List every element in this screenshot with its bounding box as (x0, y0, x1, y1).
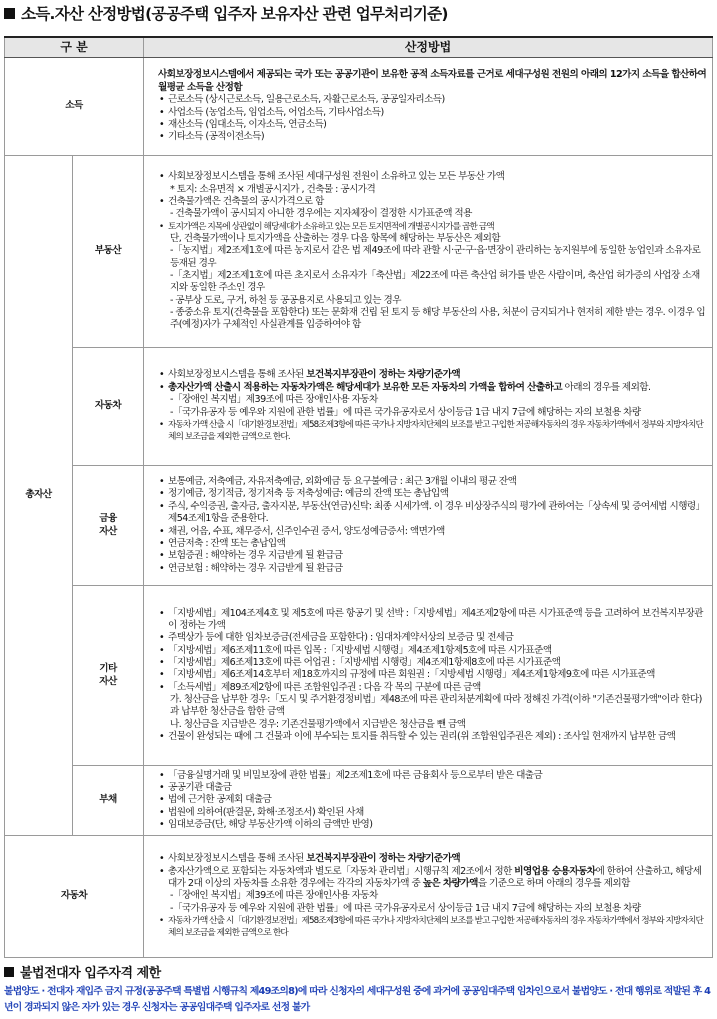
list-item: • 사회보장정보시스템을 통해 조사된 세대구성원 전원이 소유하고 있는 모든 부동산 가액 (148, 171, 708, 183)
sub-item: -「국가유공자 등 예우와 지원에 관한 법률」에 따른 국가유공자로서 상이등급 1급 내지 7급에 해당하는 자의 보철용 차량 (170, 902, 641, 914)
note-line: * 토지: 소유면적 × 개별공시지가 , 건축물 : 공시가격 (170, 183, 376, 195)
income-label: 소득 (5, 58, 144, 156)
label-line: 기타 (99, 663, 117, 675)
list-item: • 기타소득 (공적이전소득) (148, 131, 708, 143)
sub-item: -「국가유공자 등 예우와 지원에 관한 법률」에 따른 국가유공자로서 상이등급 1급 내지 7급에 해당하는 자의 보철용 차량 (170, 406, 641, 418)
sub-item: 나. 청산금을 지급받은 경우: 기존건물평가액에서 지급받은 청산금을 뺀 금액 (170, 718, 466, 730)
vehicle-method (144, 836, 713, 958)
list-item: • 재산소득 (임대소득, 이자소득, 연금소득) (148, 119, 708, 131)
list-item: • 연금보험 : 해약하는 경우 지급받게 될 환급금 (148, 563, 708, 575)
income-lead: 사회보장정보시스템에서 제공되는 국가 또는 공공기관이 보유한 공적 소득자료를 근거로 세대구성원 전원의 아래의 12가지 소득을 합산하여 월평균 소득을 산정함 (158, 69, 707, 93)
list-item: • 법원에 의하여(판결문, 화해·조정조서) 확인된 사채 (148, 807, 708, 819)
list-item: • 정기예금, 정기적금, 정기저축 등 저축성예금: 예금의 잔액 또는 총납입액 (148, 488, 708, 500)
list-item: • 건물이 완성되는 때에 그 건물과 이에 부수되는 토지를 취득할 수 있는 권리(위 조합원입주권은 제외) : 조사일 현재까지 납부한 금액 (148, 731, 708, 743)
emphasis-text: 보건복지부장관이 정하는 차량기준가액 (306, 853, 461, 865)
square-bullet-icon (4, 967, 14, 977)
list-item: • 「지방세법」제104조제4호 및 제5호에 따른 항공기 및 선박 :「지방세법」제4조제2항에 따른 시가표준액 등을 고려하여 보건복지부장관이 정하는 가액 (148, 608, 708, 633)
sub-item: -「장애인 복지법」제39조에 따른 장애인사용 자동차 (170, 890, 378, 902)
section-heading (4, 962, 161, 981)
list-item (148, 369, 708, 381)
financial-assets-method (144, 466, 713, 586)
financial-assets-label (73, 466, 144, 586)
list-item: • 자동차 가액 산출 시「대기환경보전법」제58조제3항에 따른 국가나 지방자치단체의 보조를 받고 구입한 저공해자동차의 경우 자동차가액에서 정부와 지방자치단체의 보조금을 제외한 금액으로 한다 (148, 915, 708, 940)
sub-item: -「장애인 복지법」제39조에 따른 장애인사용 자동차 (170, 394, 378, 406)
list-item: • 공공기관 대출금 (148, 782, 708, 794)
list-item (148, 853, 708, 865)
list-item: • 「소득세법」제89조제2항에 따른 조합원입주권 : 다음 각 목의 구분에 따른 금액 (148, 682, 708, 694)
calculation-table (4, 36, 713, 958)
sub-item: - 공부상 도로, 구거, 하천 등 공공용지로 사용되고 있는 경우 (170, 294, 401, 306)
list-item: • 「금융실명거래 및 비밀보장에 관한 법률」제2조제1호에 따른 금융회사 등으로부터 받은 대출금 (148, 770, 708, 782)
text: 을 기준으로 하며 아래의 경우를 제외함 (477, 877, 630, 889)
list-item: • 「지방세법」제6조제11호에 따른 입목 :「지방세법 시행령」제4조제1항제5호에 따른 시가표준액 (148, 645, 708, 657)
list-item (148, 866, 708, 891)
header-method: 산정방법 (144, 37, 713, 58)
sub-item: -「농지법」제2조제1호에 따른 농지로서 같은 법 제49조에 따라 관할 시·군·구·읍·면장이 관리하는 농지원부에 동일한 농업인과 소유자로 등재된 경우 (170, 245, 701, 269)
list-item: • 주식, 수익증권, 출자금, 출자지분, 부동산(연금)신탁: 최종 시세가액. 이 경우 비상장주식의 평가에 관하여는「상속세 및 증여세법 시행령」제54조제1항을 준용한다. (148, 501, 708, 526)
income-method (144, 58, 713, 156)
sub-item: - 종중소유 토지(건축물을 포함한다) 또는 문화재 건립 된 토지 등 해당 부동산의 사용, 처분이 금지되거나 현저히 제한 받는 경우. 이경우 입주(예정)자가 구체적인 사실관계를 입증하여야 함 (170, 307, 706, 331)
header-category: 구 분 (5, 37, 144, 58)
total-assets-label: 총자산 (5, 156, 73, 836)
list-item: • 보통예금, 저축예금, 자유저축예금, 외화예금 등 요구불예금 : 최근 3개월 이내의 평균 잔액 (148, 476, 708, 488)
list-item: • 「지방세법」제6조제14호부터 제18호까지의 규정에 따른 회원권 :「지방세법 시행령」제4조제1항제9호에 따른 시가표준액 (148, 669, 708, 681)
list-item: • 보험증권 : 해약하는 경우 지급받게 될 환급금 (148, 550, 708, 562)
list-item: • 임대보증금(단, 해당 부동산가액 이하의 금액만 반영) (148, 819, 708, 831)
list-item: • 연금저축 : 잔액 또는 총납입액 (148, 538, 708, 550)
notice-text: 불법양도 · 전대자 재입주 금지 규정(공공주택 특별법 시행규칙 제49조의8)에 따라 신청자의 세대구성원 중에 과거에 공공임대주택 임차인으로서 불법양도 · 전대 행위로 적발된 후 4년이 경과되지 않은 자가 있는 경우 신청자는 공공임대주택 입주자로 선정 불가 (4, 986, 711, 1013)
sub-item: 가. 청산금을 납부한 경우:「도시 및 주거환경정비법」제48조에 따른 관리처분계획에 따라 정해진 가격(이하 "기존건물평가액"이라 한다)과 납부한 청산금을 합한 금액 (170, 694, 702, 718)
list-item: • 토지가액은 지목에 상관없이 해당세대가 소유하고 있는 모든 토지면적에 개별공시지가를 곱한 금액 (148, 221, 708, 233)
debt-label: 부채 (73, 766, 144, 836)
real-estate-label: 부동산 (73, 156, 144, 348)
note-line: 단, 건축물가액이나 토지가액을 산출하는 경우 다음 항목에 해당하는 부동산은 제외함 (170, 232, 501, 244)
list-item: • 사업소득 (농업소득, 임업소득, 어업소득, 기타사업소득) (148, 107, 708, 119)
list-item: • 「지방세법」제6조제13호에 따른 어업권 :「지방세법 시행령」제4조제1항제8호에 따른 시가표준액 (148, 657, 708, 669)
label-line: 금융 (99, 513, 117, 525)
label-line: 자산 (99, 675, 117, 687)
section-title: 불법전대자 입주자격 제한 (20, 966, 161, 981)
list-item (148, 382, 708, 394)
list-item: • 자동차 가액 산출 시「대기환경보전법」제58조제3항에 따른 국가나 지방자치단체의 보조를 받고 구입한 저공해자동차의 경우 자동차가액에서 정부와 지방자치단체의 보조금을 제외한 금액으로 한다. (148, 419, 708, 444)
text: 총자산가액으로 포함되는 자동차액과 별도로「자동차 관리법」시행규칙 제2조에서 정한 (168, 865, 515, 877)
emphasis-text: 높은 차량가액 (422, 877, 478, 889)
list-item: • 법에 근거한 공제회 대출금 (148, 794, 708, 806)
sub-item: -「초지법」제2조제1호에 따른 초지로서 소유자가「축산법」제22조에 따른 축산업 허가를 받은 사람이며, 축산업 허가증의 사업장 소재지와 동일한 주소인 경우 (170, 270, 700, 294)
list-item: • 채권, 어음, 수표, 채무증서, 신주인수권 증서, 양도성예금증서: 액면가액 (148, 526, 708, 538)
text: 아래의 경우를 제외함. (562, 381, 651, 393)
car-label: 자동차 (73, 348, 144, 466)
list-item: • 주택상가 등에 대한 임차보증금(전세금을 포함한다) : 임대차계약서상의 보증금 및 전세금 (148, 632, 708, 644)
other-assets-method (144, 586, 713, 766)
text: 에 한하여 산출하고, 해당세대가 2대 이상의 자동차를 소유한 경우에는 각각의 자동차가액 중 (168, 865, 702, 889)
emphasis-text: 비영업용 승용자동차 (514, 865, 596, 877)
real-estate-method (144, 156, 713, 348)
text: 사회보장정보시스템을 통해 조사된 (168, 369, 307, 381)
vehicle-label: 자동차 (5, 836, 144, 958)
sub-item: - 건축물가액이 공시되지 아니한 경우에는 지자체장이 결정한 시가표준액 적용 (170, 208, 472, 220)
label-line: 자산 (99, 525, 117, 537)
car-method (144, 348, 713, 466)
debt-method (144, 766, 713, 836)
list-item: • 근로소득 (상시근로소득, 일용근로소득, 자활근로소득, 공공일자리소득) (148, 94, 708, 106)
other-assets-label (73, 586, 144, 766)
list-item: • 건축물가액은 건축물의 공시가격으로 함 (148, 196, 708, 208)
emphasis-text: 보건복지부장관이 정하는 차량기준가액 (306, 369, 461, 381)
page-title: 소득.자산 산정방법(공공주택 입주자 보유자산 관련 업무처리기준) (4, 2, 448, 24)
text: 사회보장정보시스템을 통해 조사된 (168, 853, 307, 865)
emphasis-text: 총자산가액 산출시 적용하는 자동차가액은 해당세대가 보유한 모든 자동차의 가액을 합하여 산출하고 (168, 381, 563, 393)
square-bullet-icon (4, 8, 15, 19)
